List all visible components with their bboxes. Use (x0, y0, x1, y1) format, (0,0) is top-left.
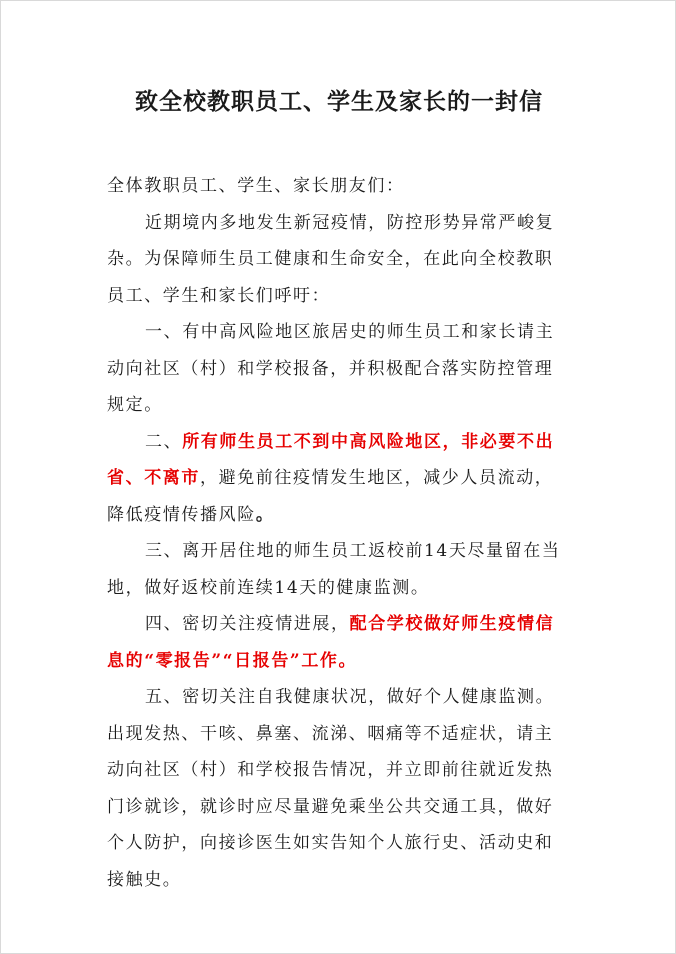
item-4-paragraph (107, 606, 565, 679)
item-1-paragraph: 一、有中高风险地区旅居史的师生员工和家长请主动向社区（村）和学校报备，并积极配合落实防控管理规定。 (107, 322, 555, 415)
page-title: 致全校教职员工、学生及家长的一封信 (135, 88, 543, 115)
intro-paragraph: 近期境内多地发生新冠疫情，防控形势异常严峻复杂。为保障师生员工健康和生命安全，在此向全校教职员工、学生和家长们呼吁： (107, 212, 555, 306)
item-2-end: 。 (255, 504, 275, 525)
letter-body (107, 168, 565, 898)
salutation: 全体教职员工、学生、家长朋友们： (107, 176, 405, 196)
item-2-rest: ，避免前往疫情发生地区，减少人员流动，降低疫情传播风险 (107, 468, 554, 525)
item-2-prefix: 二、 (145, 431, 183, 452)
item-4-emphasis: 配合学校做好师生疫情信息的“零报告”“日报告”工作 (107, 614, 555, 671)
item-3-paragraph: 三、离开居住地的师生员工返校前14天尽量留在当地，做好返校前连续14天的健康监测。 (107, 541, 561, 598)
item-4-prefix: 四、密切关注疫情进展， (145, 614, 350, 634)
item-2-emphasis: 所有师生员工不到中高风险地区，非必要不出省、不离市 (107, 431, 555, 488)
item-4-end: 。 (338, 650, 358, 671)
item-2-paragraph (107, 424, 565, 534)
item-5-paragraph: 五、密切关注自我健康状况，做好个人健康监测。出现发热、干咳、鼻塞、流涕、咽痛等不适症状，请主动向社区（村）和学校报告情况，并立即前往就近发热门诊就诊，就诊时应尽量避免乘坐公共交通工具，做好个人防护，向接诊医生如实告知个人旅行史、活动史和接触史。 (107, 687, 555, 890)
